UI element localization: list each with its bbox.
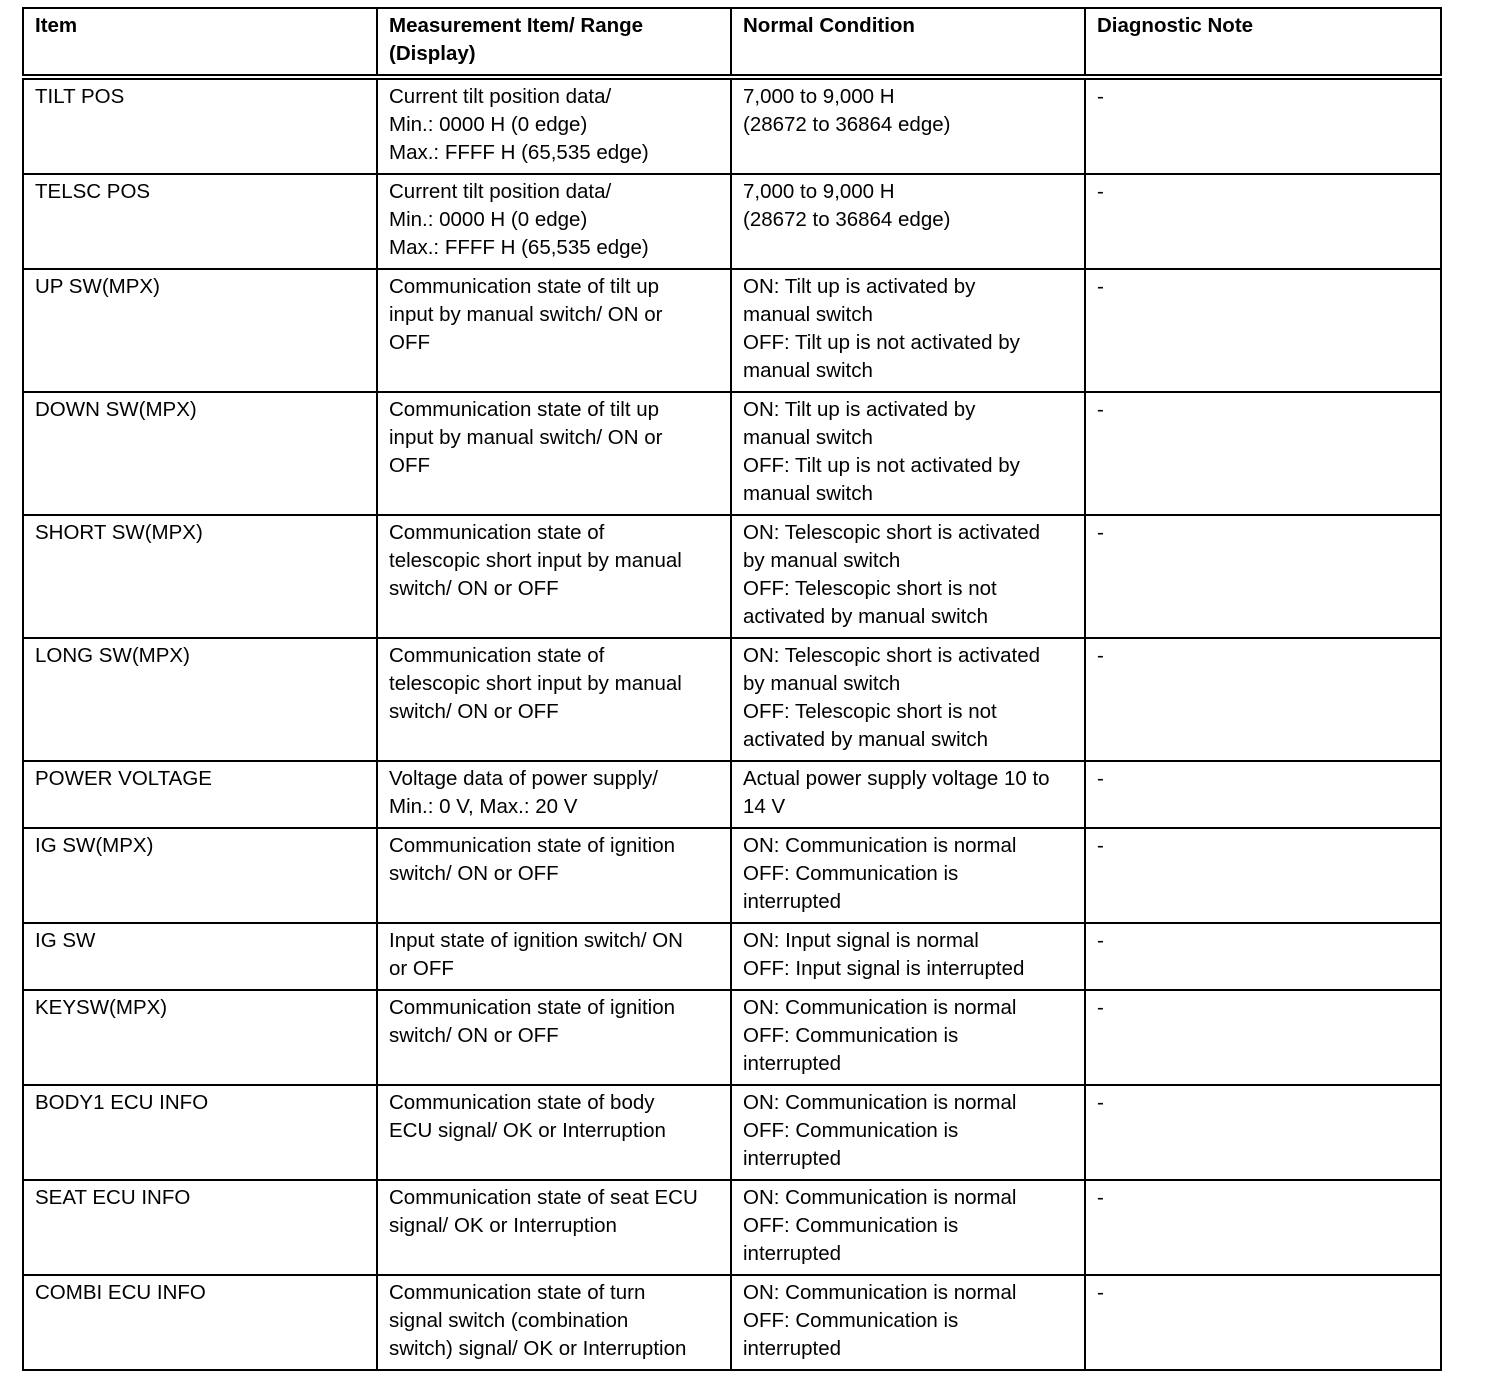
cell-normal-condition: ON: Telescopic short is activated by manual switch OFF: Telescopic short is not activated by manual switch <box>731 515 1085 638</box>
cell-diagnostic-note: - <box>1085 1180 1441 1275</box>
table-row <box>23 638 1441 761</box>
cell-normal-condition: Actual power supply voltage 10 to 14 V <box>731 761 1085 828</box>
cell-diagnostic-note: - <box>1085 392 1441 515</box>
table-row <box>23 761 1441 828</box>
cell-diagnostic-note: - <box>1085 638 1441 761</box>
table-row <box>23 990 1441 1085</box>
cell-normal-condition: ON: Telescopic short is activated by manual switch OFF: Telescopic short is not activated by manual switch <box>731 638 1085 761</box>
cell-item: UP SW(MPX) <box>23 269 377 392</box>
cell-measurement: Communication state of telescopic short input by manual switch/ ON or OFF <box>377 638 731 761</box>
header-row <box>23 8 1441 77</box>
cell-diagnostic-note: - <box>1085 77 1441 174</box>
cell-normal-condition: ON: Communication is normal OFF: Communication is interrupted <box>731 1180 1085 1275</box>
cell-measurement: Voltage data of power supply/ Min.: 0 V, Max.: 20 V <box>377 761 731 828</box>
table-row <box>23 1085 1441 1180</box>
cell-measurement: Input state of ignition switch/ ON or OFF <box>377 923 731 990</box>
cell-item: LONG SW(MPX) <box>23 638 377 761</box>
cell-measurement: Communication state of tilt up input by manual switch/ ON or OFF <box>377 269 731 392</box>
cell-measurement: Communication state of seat ECU signal/ OK or Interruption <box>377 1180 731 1275</box>
cell-measurement: Communication state of body ECU signal/ OK or Interruption <box>377 1085 731 1180</box>
cell-measurement: Current tilt position data/ Min.: 0000 H (0 edge) Max.: FFFF H (65,535 edge) <box>377 77 731 174</box>
cell-normal-condition: ON: Tilt up is activated by manual switch OFF: Tilt up is not activated by manual switch <box>731 269 1085 392</box>
data-table <box>22 7 1442 1371</box>
header-measurement: Measurement Item/ Range (Display) <box>377 8 731 77</box>
cell-normal-condition: 7,000 to 9,000 H (28672 to 36864 edge) <box>731 77 1085 174</box>
cell-diagnostic-note: - <box>1085 515 1441 638</box>
header-item: Item <box>23 8 377 77</box>
cell-diagnostic-note: - <box>1085 923 1441 990</box>
cell-measurement: Communication state of ignition switch/ ON or OFF <box>377 828 731 923</box>
cell-diagnostic-note: - <box>1085 269 1441 392</box>
cell-measurement: Communication state of ignition switch/ ON or OFF <box>377 990 731 1085</box>
cell-item: TILT POS <box>23 77 377 174</box>
cell-diagnostic-note: - <box>1085 174 1441 269</box>
table-row <box>23 828 1441 923</box>
cell-item: TELSC POS <box>23 174 377 269</box>
cell-item: COMBI ECU INFO <box>23 1275 377 1370</box>
cell-measurement: Communication state of turn signal switch (combination switch) signal/ OK or Interruption <box>377 1275 731 1370</box>
cell-item: DOWN SW(MPX) <box>23 392 377 515</box>
cell-item: IG SW(MPX) <box>23 828 377 923</box>
cell-normal-condition: 7,000 to 9,000 H (28672 to 36864 edge) <box>731 174 1085 269</box>
table-row <box>23 174 1441 269</box>
header-normal-condition: Normal Condition <box>731 8 1085 77</box>
table-row <box>23 1275 1441 1370</box>
cell-diagnostic-note: - <box>1085 1275 1441 1370</box>
cell-item: BODY1 ECU INFO <box>23 1085 377 1180</box>
cell-item: SHORT SW(MPX) <box>23 515 377 638</box>
cell-item: IG SW <box>23 923 377 990</box>
cell-normal-condition: ON: Input signal is normal OFF: Input signal is interrupted <box>731 923 1085 990</box>
table-row <box>23 515 1441 638</box>
cell-diagnostic-note: - <box>1085 761 1441 828</box>
cell-measurement: Communication state of telescopic short input by manual switch/ ON or OFF <box>377 515 731 638</box>
cell-diagnostic-note: - <box>1085 1085 1441 1180</box>
cell-measurement: Communication state of tilt up input by manual switch/ ON or OFF <box>377 392 731 515</box>
cell-item: KEYSW(MPX) <box>23 990 377 1085</box>
table-row <box>23 1180 1441 1275</box>
table-row <box>23 269 1441 392</box>
table-row <box>23 77 1441 174</box>
cell-normal-condition: ON: Communication is normal OFF: Communication is interrupted <box>731 990 1085 1085</box>
cell-normal-condition: ON: Tilt up is activated by manual switch OFF: Tilt up is not activated by manual switch <box>731 392 1085 515</box>
cell-measurement: Current tilt position data/ Min.: 0000 H (0 edge) Max.: FFFF H (65,535 edge) <box>377 174 731 269</box>
cell-item: SEAT ECU INFO <box>23 1180 377 1275</box>
cell-normal-condition: ON: Communication is normal OFF: Communication is interrupted <box>731 828 1085 923</box>
cell-item: POWER VOLTAGE <box>23 761 377 828</box>
cell-normal-condition: ON: Communication is normal OFF: Communication is interrupted <box>731 1085 1085 1180</box>
cell-diagnostic-note: - <box>1085 990 1441 1085</box>
table-row <box>23 923 1441 990</box>
table-row <box>23 392 1441 515</box>
header-diagnostic-note: Diagnostic Note <box>1085 8 1441 77</box>
cell-diagnostic-note: - <box>1085 828 1441 923</box>
cell-normal-condition: ON: Communication is normal OFF: Communication is interrupted <box>731 1275 1085 1370</box>
